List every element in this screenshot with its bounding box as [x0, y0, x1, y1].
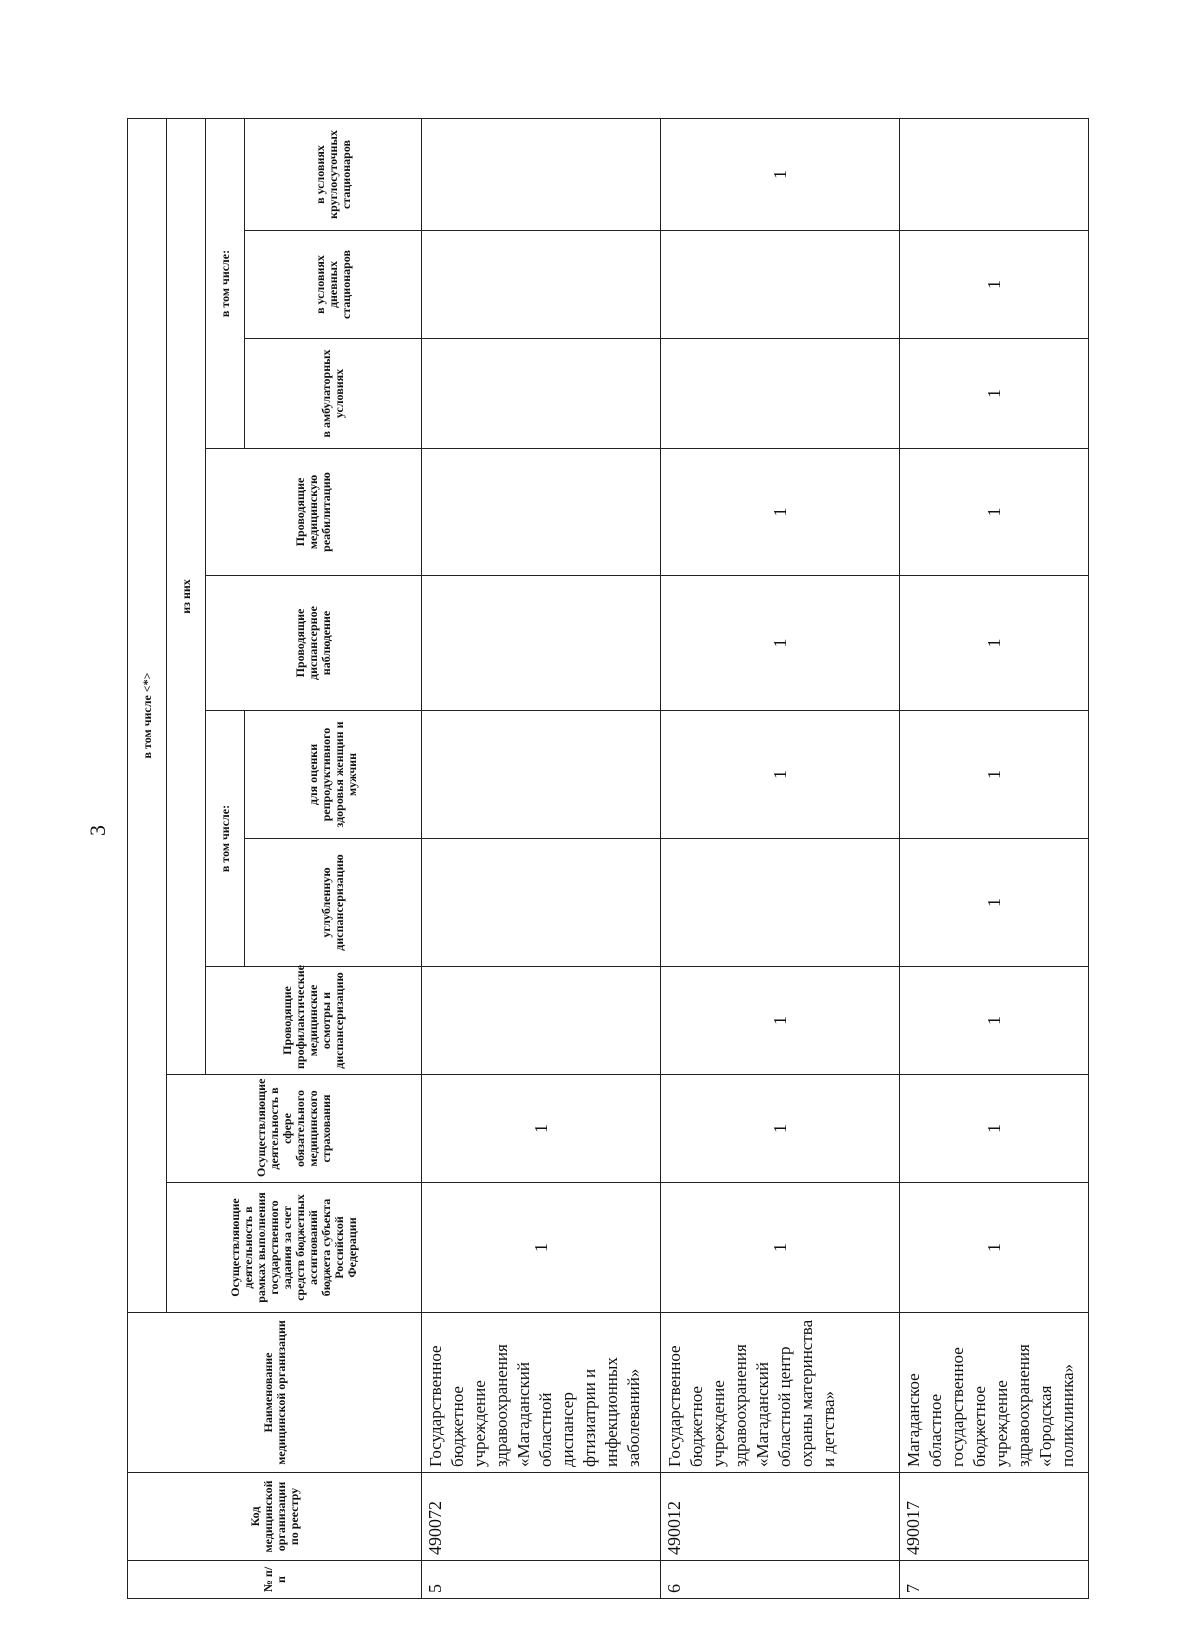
header-round: в условиях круглосуточных стационаров	[245, 118, 422, 230]
header-day: в условиях дневных стационаров	[245, 231, 422, 339]
cell-round	[900, 118, 1089, 230]
header-sub-including-2: в том числе:	[206, 118, 245, 448]
row-name: Государственное бюджетное учреждение здравоохранения «Магаданский областной диспансер фтизиатрии и инфекционных заболеваний»	[422, 1313, 661, 1473]
table-row	[422, 118, 661, 1598]
cell-amb	[422, 339, 661, 449]
cell-day: 1	[900, 231, 1089, 339]
cell-day	[661, 231, 900, 339]
cell-prof: 1	[900, 967, 1089, 1075]
row-code: 490072	[422, 1473, 661, 1561]
header-disp: Проводящие диспансерное наблюдение	[206, 576, 422, 711]
organizations-table	[127, 118, 1089, 1599]
cell-oms: 1	[422, 1075, 661, 1183]
cell-rehab: 1	[661, 449, 900, 576]
header-amb: в амбулаторных условиях	[245, 339, 422, 449]
cell-round: 1	[661, 118, 900, 230]
header-group-of-them: из них	[167, 118, 206, 1074]
cell-rehab	[422, 449, 661, 576]
table-row	[900, 118, 1089, 1598]
rotated-table-page	[127, 119, 1177, 1599]
row-code: 490012	[661, 1473, 900, 1561]
cell-round	[422, 118, 661, 230]
cell-amb: 1	[900, 339, 1089, 449]
header-no: № п/п	[128, 1561, 422, 1599]
cell-rehab: 1	[900, 449, 1089, 576]
header-name: Наименование медицинской организации	[128, 1313, 422, 1473]
header-group-including: в том числе <*>	[128, 118, 167, 1312]
row-number: 7	[900, 1561, 1089, 1599]
row-code: 490017	[900, 1473, 1089, 1561]
cell-oms: 1	[661, 1075, 900, 1183]
cell-prof	[422, 967, 661, 1075]
cell-repro: 1	[661, 711, 900, 839]
cell-disp: 1	[900, 576, 1089, 711]
header-prof: Проводящие профилактические медицинские осмотры и диспансеризацию	[206, 967, 422, 1075]
cell-state-task: 1	[422, 1183, 661, 1313]
cell-repro: 1	[900, 711, 1089, 839]
row-number: 5	[422, 1561, 661, 1599]
cell-day	[422, 231, 661, 339]
cell-state-task: 1	[661, 1183, 900, 1313]
header-repro: для оценки репродуктивного здоровья женщин и мужчин	[245, 711, 422, 839]
cell-disp	[422, 576, 661, 711]
row-number: 6	[661, 1561, 900, 1599]
cell-deep: 1	[900, 839, 1089, 967]
page-number: 3	[85, 825, 110, 836]
header-rehab: Проводящие медицинскую реабилитацию	[206, 449, 422, 576]
cell-deep	[422, 839, 661, 967]
row-name: Магаданское областное государственное бюджетное учреждение здравоохранения «Городская поликлиника»	[900, 1313, 1089, 1473]
cell-state-task: 1	[900, 1183, 1089, 1313]
row-name: Государственное бюджетное учреждение здравоохранения «Магаданский областной центр охраны материнства и детства»	[661, 1313, 900, 1473]
cell-deep	[661, 839, 900, 967]
header-deep: углубленную диспансеризацию	[245, 839, 422, 967]
cell-disp: 1	[661, 576, 900, 711]
header-oms: Осуществляющие деятельность в сфере обязательного медицинского страхования	[167, 1075, 422, 1183]
header-sub-including-1: в том числе:	[206, 711, 245, 967]
cell-repro	[422, 711, 661, 839]
header-code: Код медицинской организации по реестру	[128, 1473, 422, 1561]
header-state-task: Осуществляющие деятельность в рамках выполнения государственного задания за счет средств бюджетных ассигнований бюджета субъекта Российской Федерации	[167, 1183, 422, 1313]
cell-prof: 1	[661, 967, 900, 1075]
cell-amb	[661, 339, 900, 449]
table-row	[661, 118, 900, 1598]
cell-oms: 1	[900, 1075, 1089, 1183]
